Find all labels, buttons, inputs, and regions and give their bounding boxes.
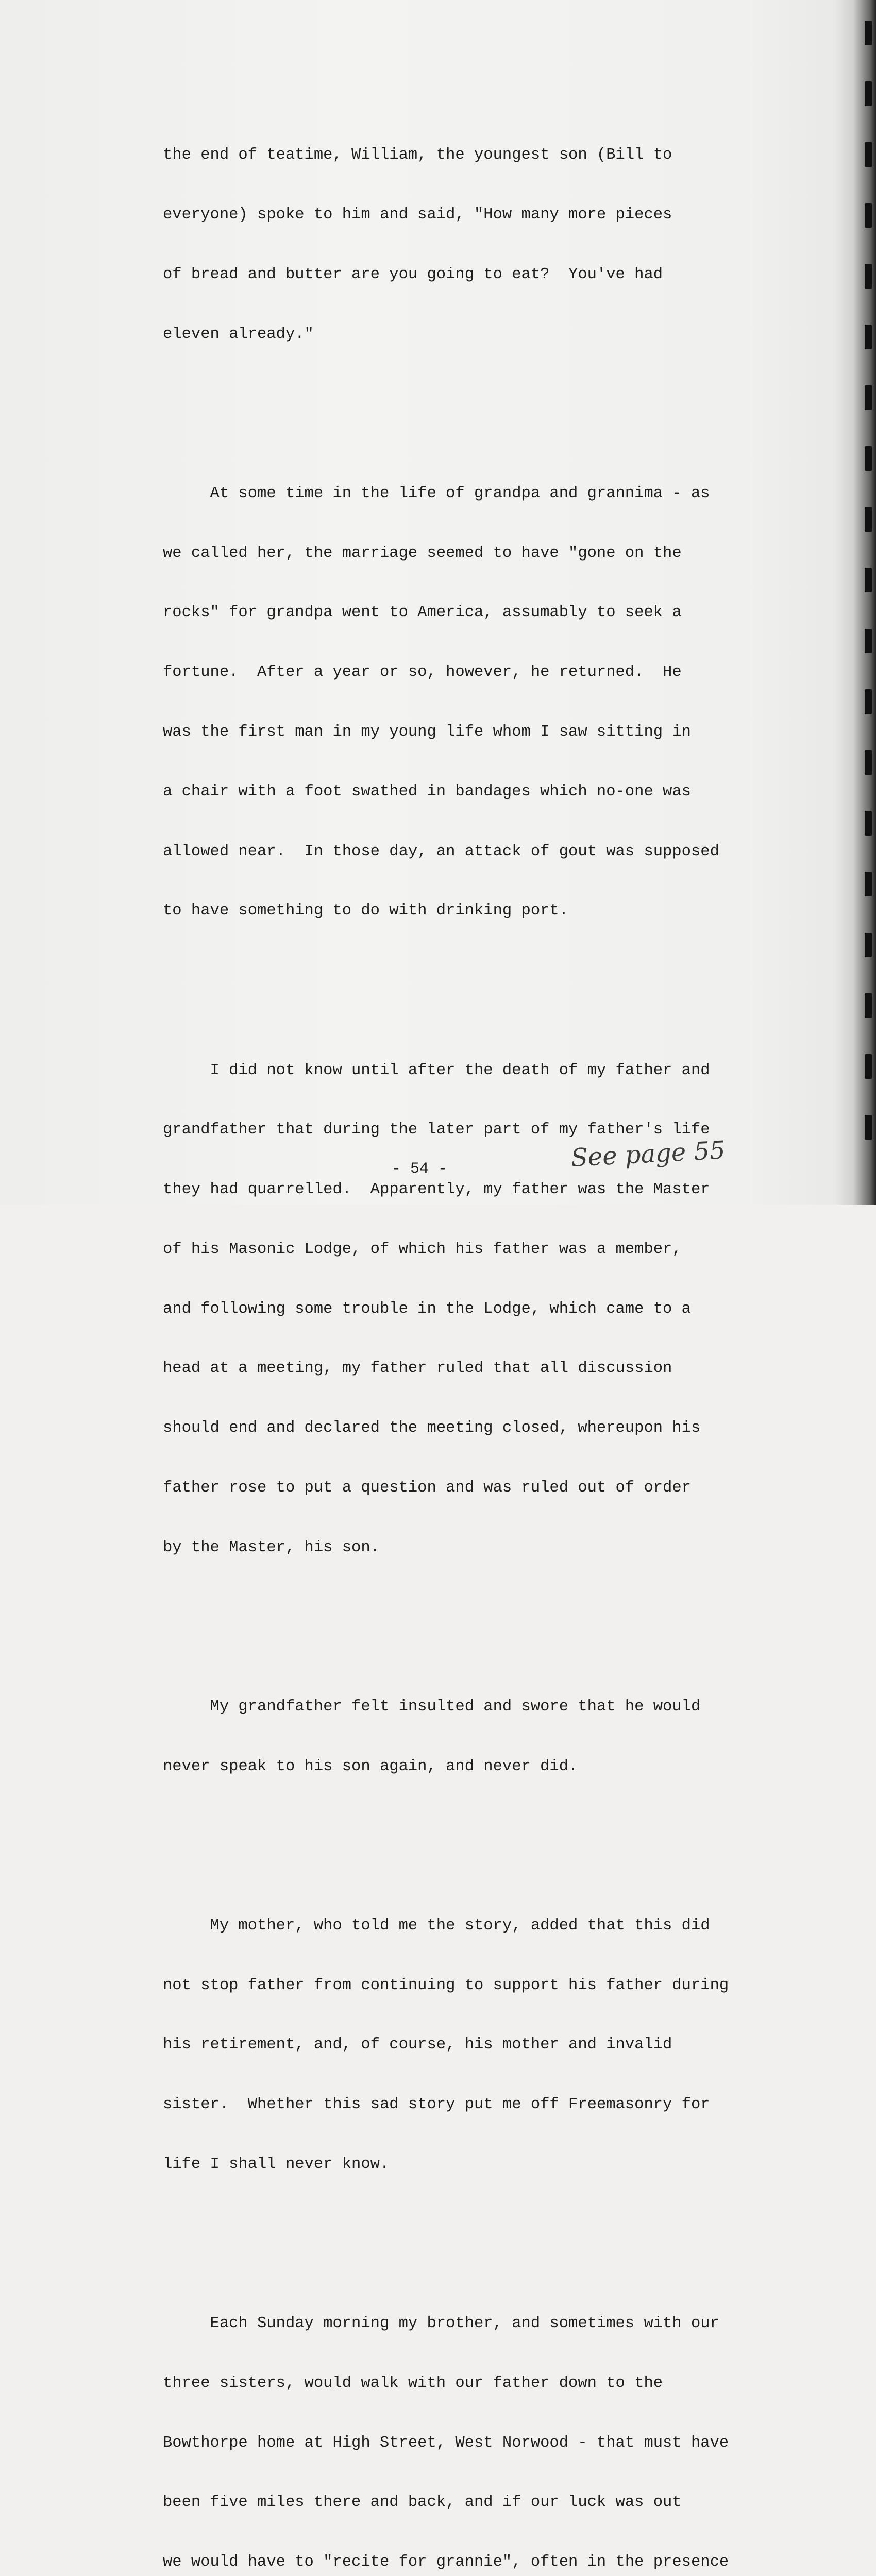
text-line: Each Sunday morning my brother, and sometimes with our xyxy=(163,2315,719,2333)
binding-hole xyxy=(865,933,872,957)
binding-hole xyxy=(865,568,872,592)
text-line: father rose to put a question and was ruled out of order xyxy=(163,1479,691,1497)
text-line: we would have to "recite for grannie", often in the presence xyxy=(163,2553,729,2571)
binding-hole xyxy=(865,689,872,714)
text-line: never speak to his son again, and never did. xyxy=(163,1757,578,1775)
text-line: to have something to do with drinking port. xyxy=(163,902,569,920)
handwritten-note: See page 55 xyxy=(570,1136,726,1173)
paragraph xyxy=(163,444,797,961)
text-line: they had quarrelled. Apparently, my father was the Master xyxy=(163,1181,710,1199)
paragraph xyxy=(163,1021,797,1597)
binding-hole xyxy=(865,872,872,896)
text-line: of bread and butter are you going to eat? You've had xyxy=(163,265,663,283)
binding-hole xyxy=(865,21,872,45)
text-line: his retirement, and, of course, his mother and invalid xyxy=(163,2036,672,2054)
text-line: been five miles there and back, and if our luck was out xyxy=(163,2494,682,2512)
binding-hole xyxy=(865,750,872,775)
binding-hole xyxy=(865,264,872,289)
binding-hole xyxy=(865,993,872,1018)
binding-hole xyxy=(865,142,872,167)
text-line: of his Masonic Lodge, of which his father was a member, xyxy=(163,1240,682,1258)
text-line: a chair with a foot swathed in bandages which no-one was xyxy=(163,783,691,801)
text-line: the end of teatime, William, the youngest son (Bill to xyxy=(163,146,672,164)
text-line: eleven already." xyxy=(163,325,314,343)
paragraph xyxy=(163,1876,797,2214)
text-line: three sisters, would walk with our father down to the xyxy=(163,2374,663,2392)
text-line: by the Master, his son. xyxy=(163,1538,380,1556)
text-line: My grandfather felt insulted and swore that he would xyxy=(163,1698,701,1716)
paragraph xyxy=(163,2274,797,2576)
text-line: I did not know until after the death of my father and xyxy=(163,1061,710,1079)
text-line: we called her, the marriage seemed to have "gone on the xyxy=(163,544,682,562)
binding-hole xyxy=(865,507,872,532)
binding-hole xyxy=(865,811,872,836)
text-line: was the first man in my young life whom I saw sitting in xyxy=(163,723,691,741)
text-line: should end and declared the meeting closed, whereupon his xyxy=(163,1419,701,1437)
text-line: everyone) spoke to him and said, "How many more pieces xyxy=(163,206,672,224)
text-line: life I shall never know. xyxy=(163,2155,390,2173)
paragraph xyxy=(163,106,797,384)
text-line: not stop father from continuing to support his father during xyxy=(163,1976,729,1994)
body-text xyxy=(163,66,797,2576)
spiral-binding xyxy=(865,21,872,1185)
text-line: grandfather that during the later part of my father's life xyxy=(163,1121,710,1139)
text-line: and following some trouble in the Lodge, which came to a xyxy=(163,1300,691,1318)
text-line: Bowthorpe home at High Street, West Norwood - that must have xyxy=(163,2434,729,2452)
page-number: - 54 - xyxy=(392,1160,448,1178)
text-line: allowed near. In those day, an attack of gout was supposed xyxy=(163,842,719,860)
binding-hole xyxy=(865,629,872,653)
binding-hole xyxy=(865,203,872,228)
text-line: rocks" for grandpa went to America, assumably to seek a xyxy=(163,604,682,622)
binding-hole xyxy=(865,1115,872,1140)
binding-hole xyxy=(865,1054,872,1079)
text-line: fortune. After a year or so, however, he returned. He xyxy=(163,664,682,682)
binding-hole xyxy=(865,325,872,349)
text-line: head at a meeting, my father ruled that all discussion xyxy=(163,1360,672,1378)
paragraph xyxy=(163,1657,797,1817)
text-line: sister. Whether this sad story put me off Freemasonry for xyxy=(163,2096,710,2114)
text-line: At some time in the life of grandpa and grannima - as xyxy=(163,484,710,502)
text-line: My mother, who told me the story, added that this did xyxy=(163,1917,710,1935)
binding-hole xyxy=(865,81,872,106)
binding-hole xyxy=(865,446,872,471)
binding-hole xyxy=(865,385,872,410)
